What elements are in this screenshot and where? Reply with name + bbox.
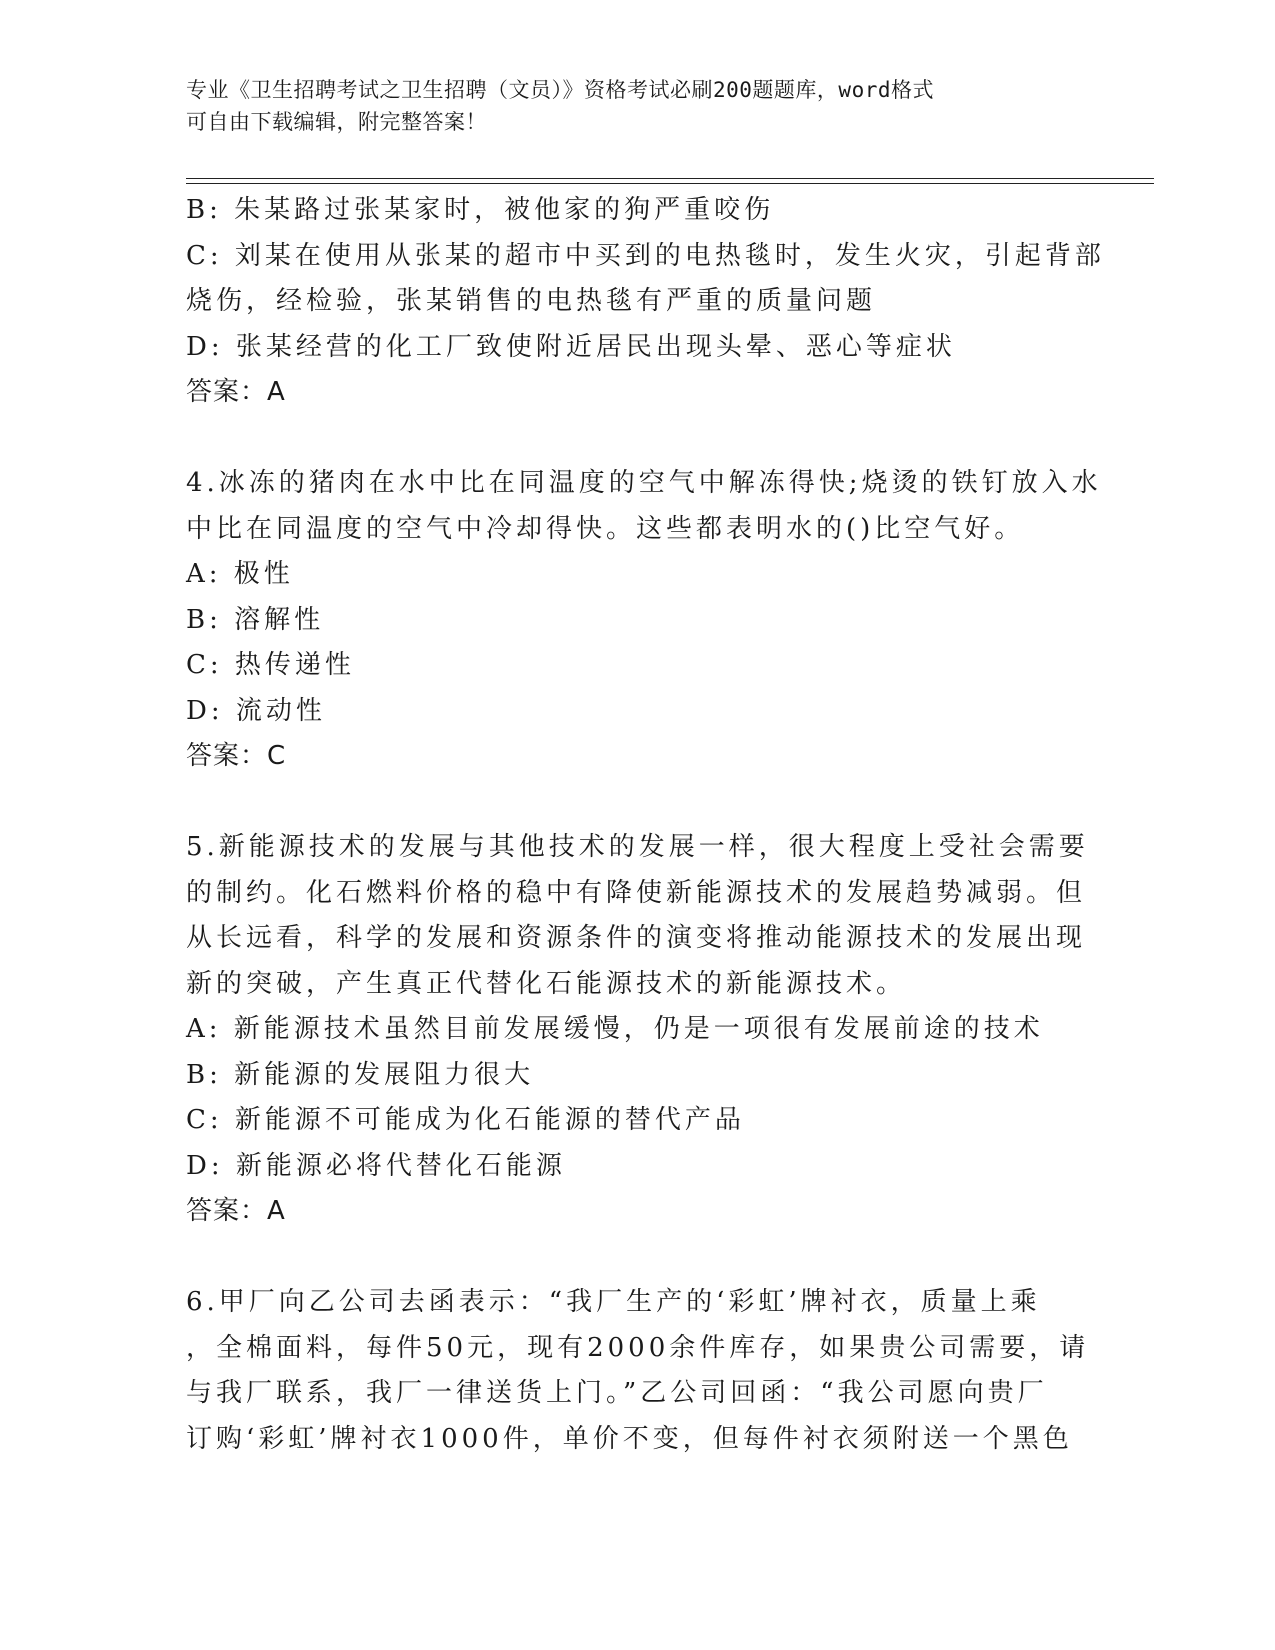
answer-line: 答案：C bbox=[186, 741, 287, 771]
option-d: D: 流动性 bbox=[186, 695, 326, 726]
spacer bbox=[186, 780, 1076, 826]
question-stem-continued: 从长远看，科学的发展和资源条件的演变将推动能源技术的发展出现 bbox=[186, 923, 1087, 953]
question-5 bbox=[186, 825, 1089, 1235]
option-c-continued: 烧伤，经检验，张某销售的电热毯有严重的质量问题 bbox=[186, 286, 877, 316]
header-line-2: 可自由下载编辑，附完整答案！ bbox=[186, 110, 487, 134]
spacer bbox=[186, 416, 1076, 462]
header-line-1: 专业《卫生招聘考试之卫生招聘（文员）》资格考试必刷200题题库，word格式 bbox=[186, 78, 934, 102]
option-b: B: 新能源的发展阻力很大 bbox=[186, 1059, 535, 1090]
document-header bbox=[186, 74, 1066, 138]
question-stem-continued: 订购‘彩虹’牌衬衣1000件，单价不变，但每件衬衣须附送一个黑色 bbox=[186, 1423, 1073, 1454]
option-b: B: 溶解性 bbox=[186, 604, 325, 635]
answer-line: 答案：A bbox=[186, 1196, 286, 1226]
option-a: A: 新能源技术虽然目前发展缓慢，仍是一项很有发展前途的技术 bbox=[186, 1014, 1044, 1044]
option-b: B: 朱某路过张某家时，被他家的狗严重咬伤 bbox=[186, 195, 775, 225]
spacer bbox=[186, 1235, 1076, 1281]
header-divider-thin bbox=[186, 178, 1154, 179]
option-c: C: 新能源不可能成为化石能源的替代产品 bbox=[186, 1105, 745, 1135]
option-c: C: 热传递性 bbox=[186, 650, 355, 680]
question-stem-continued: 中比在同温度的空气中冷却得快。这些都表明水的()比空气好。 bbox=[186, 513, 1025, 544]
question-stem: 6.甲厂向乙公司去函表示：“我厂生产的‘彩虹’牌衬衣，质量上乘 bbox=[186, 1287, 1041, 1317]
question-content bbox=[186, 188, 1105, 1462]
question-stem: 5.新能源技术的发展与其他技术的发展一样，很大程度上受社会需要 bbox=[186, 832, 1089, 862]
option-a: A: 极性 bbox=[186, 559, 294, 589]
question-stem: 4.冰冻的猪肉在水中比在同温度的空气中解冻得快;烧烫的铁钉放入水 bbox=[186, 468, 1102, 498]
question-stem-continued: 的制约。化石燃料价格的稳中有降使新能源技术的发展趋势减弱。但 bbox=[186, 877, 1087, 908]
question-stem-continued: 新的突破，产生真正代替化石能源技术的新能源技术。 bbox=[186, 968, 907, 999]
answer-line: 答案：A bbox=[186, 377, 286, 407]
question-6 bbox=[186, 1280, 1090, 1462]
question-stem-continued: ，全棉面料，每件50元，现有2000余件库存，如果贵公司需要，请 bbox=[186, 1332, 1090, 1363]
question-3 bbox=[186, 188, 1105, 416]
option-c: C: 刘某在使用从张某的超市中买到的电热毯时，发生火灾，引起背部 bbox=[186, 240, 1105, 271]
question-stem-continued: 与我厂联系，我厂一律送货上门。”乙公司回函：“我公司愿向贵厂 bbox=[186, 1378, 1048, 1408]
header-divider-thick bbox=[186, 183, 1154, 184]
option-d: D: 新能源必将代替化石能源 bbox=[186, 1150, 566, 1181]
option-d: D: 张某经营的化工厂致使附近居民出现头晕、恶心等症状 bbox=[186, 331, 956, 362]
question-4 bbox=[186, 461, 1102, 780]
